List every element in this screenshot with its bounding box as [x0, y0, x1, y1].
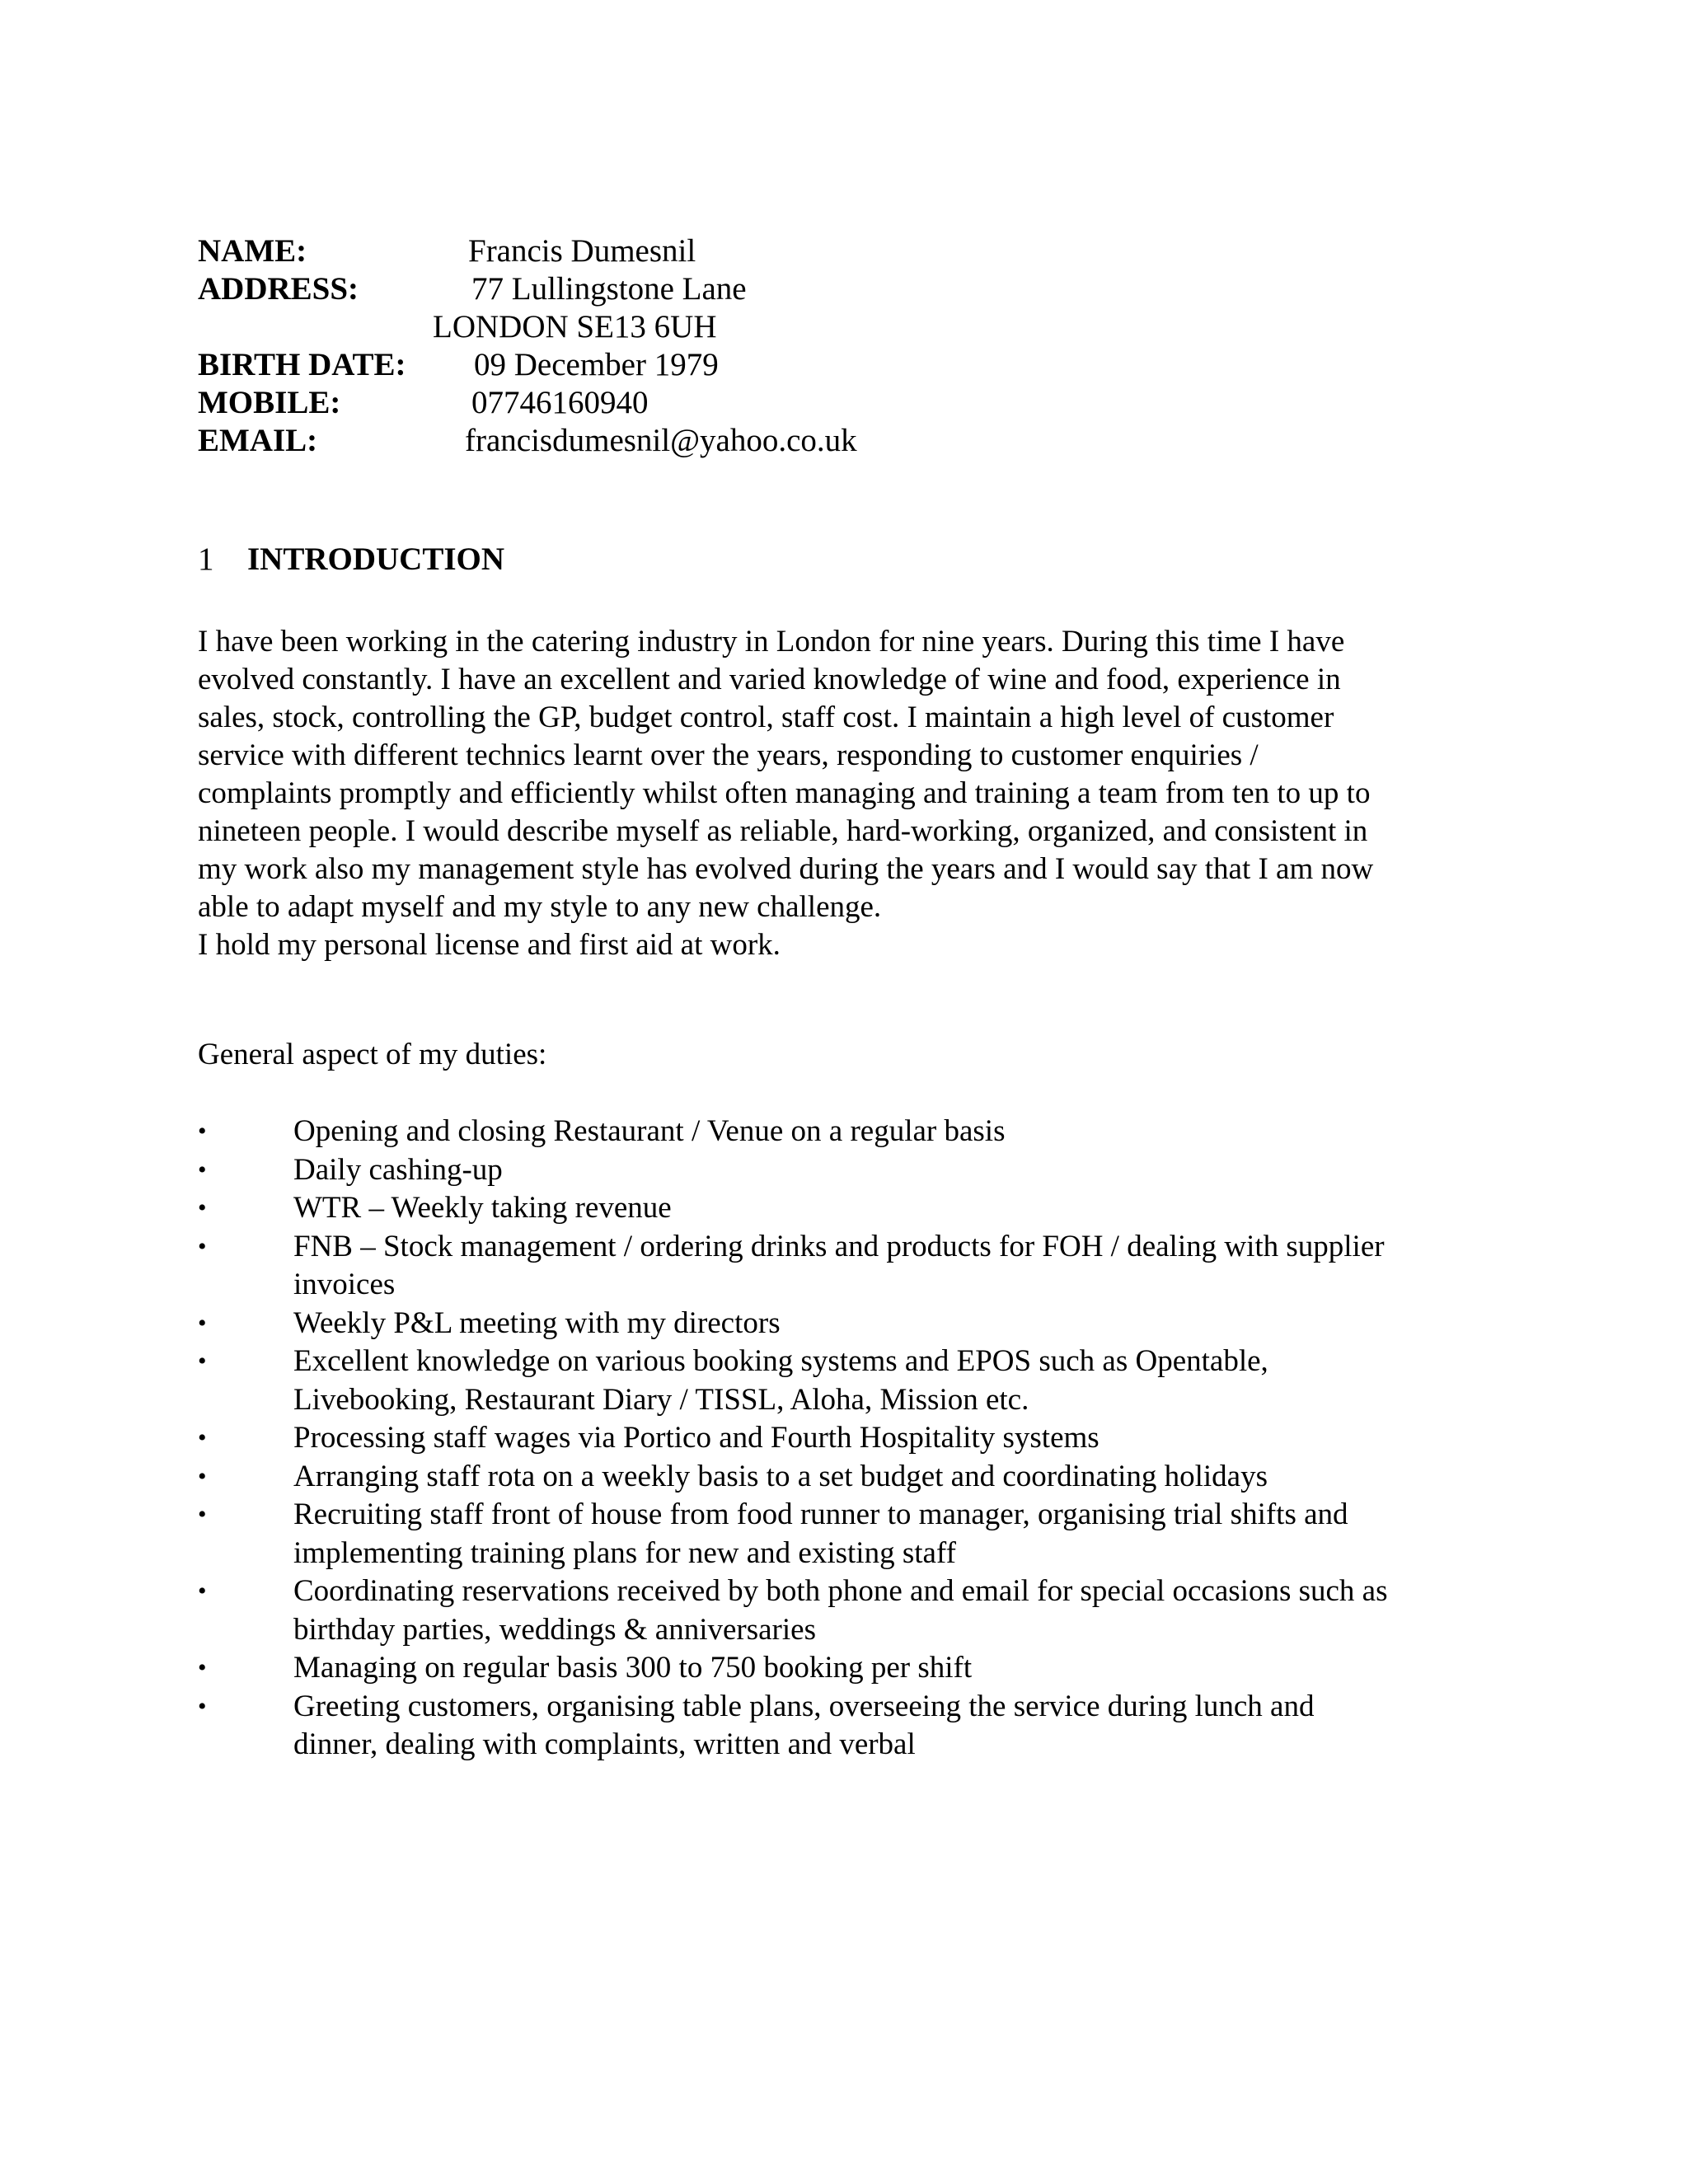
duty-item	[198, 1343, 1517, 1419]
email-value: francisdumesnil@yahoo.co.uk	[465, 423, 857, 458]
duty-text: invoices	[293, 1268, 396, 1301]
birth-date-value: 09 December 1979	[474, 347, 719, 382]
duty-text: Coordinating reservations received by both phone and email for special occasions such as	[293, 1574, 1388, 1608]
intro-line: sales, stock, controlling the GP, budget control, staff cost. I maintain a high level of customer	[198, 701, 1334, 734]
duties-heading: General aspect of my duties:	[198, 1038, 547, 1071]
section-heading	[198, 541, 504, 579]
intro-line: my work also my management style has evolved during the years and I would say that I am now	[198, 852, 1374, 886]
duty-text: FNB – Stock management / ordering drinks and products for FOH / dealing with supplier	[293, 1229, 1385, 1263]
duty-item	[198, 1688, 1517, 1765]
address-row-2	[198, 308, 1517, 346]
intro-line: I have been working in the catering industry in London for nine years. During this time I have	[198, 625, 1345, 658]
duty-item	[198, 1189, 1517, 1228]
bullet-icon: •	[198, 1194, 207, 1221]
duty-text: Managing on regular basis 300 to 750 booking per shift	[293, 1651, 973, 1685]
bullet-icon: •	[198, 1232, 207, 1260]
address-label: ADDRESS:	[198, 271, 359, 307]
address-row	[198, 270, 1517, 308]
duty-text: Livebooking, Restaurant Diary / TISSL, Aloha, Mission etc.	[293, 1382, 1029, 1417]
bullet-icon: •	[198, 1347, 207, 1375]
duty-text: Opening and closing Restaurant / Venue on a regular basis	[293, 1114, 1006, 1148]
name-value: Francis Dumesnil	[468, 233, 696, 269]
bullet-icon: •	[198, 1462, 207, 1490]
section-title: INTRODUCTION	[247, 541, 505, 577]
duty-text: Recruiting staff front of house from food runner to manager, organising trial shifts and	[293, 1497, 1348, 1531]
name-row	[198, 232, 1517, 270]
duty-text: birthday parties, weddings & anniversaries	[293, 1612, 816, 1647]
duty-text: Weekly P&L meeting with my directors	[293, 1305, 781, 1340]
duty-text: WTR – Weekly taking revenue	[293, 1191, 672, 1225]
introduction-paragraph	[198, 623, 1517, 964]
duty-text: Processing staff wages via Portico and Fourth Hospitality systems	[293, 1421, 1100, 1455]
duty-text: Excellent knowledge on various booking systems and EPOS such as Opentable,	[293, 1344, 1268, 1378]
duty-item	[198, 1572, 1517, 1649]
duty-item	[198, 1151, 1517, 1190]
bullet-icon: •	[198, 1692, 207, 1720]
duties-list	[198, 1113, 1517, 1765]
intro-line: able to adapt myself and my style to any new challenge.	[198, 890, 882, 924]
duty-text: Arranging staff rota on a weekly basis to a set budget and coordinating holidays	[293, 1459, 1268, 1493]
bullet-icon: •	[198, 1654, 207, 1681]
duty-text: dinner, dealing with complaints, written and verbal	[293, 1727, 916, 1761]
mobile-row	[198, 384, 1517, 422]
name-label: NAME:	[198, 233, 307, 269]
address-line-1: 77 Lullingstone Lane	[471, 271, 747, 307]
duty-item	[198, 1496, 1517, 1572]
birth-date-row	[198, 346, 1517, 384]
intro-line: complaints promptly and efficiently whilst often managing and training a team from ten to up to	[198, 776, 1371, 810]
email-label: EMAIL:	[198, 423, 318, 458]
bullet-icon: •	[198, 1155, 207, 1183]
email-row	[198, 422, 1517, 460]
duty-text: Daily cashing-up	[293, 1152, 503, 1187]
address-line-2: LONDON SE13 6UH	[433, 309, 717, 344]
intro-line: service with different technics learnt over the years, responding to customer enquiries /	[198, 738, 1259, 772]
intro-line: I hold my personal license and first aid at work.	[198, 928, 781, 962]
mobile-value: 07746160940	[471, 385, 649, 420]
duty-item	[198, 1113, 1517, 1151]
bullet-icon: •	[198, 1577, 207, 1605]
duty-text: implementing training plans for new and existing staff	[293, 1535, 956, 1570]
contact-details	[198, 232, 1517, 460]
mobile-label: MOBILE:	[198, 385, 341, 420]
duty-item	[198, 1419, 1517, 1458]
bullet-icon: •	[198, 1309, 207, 1337]
duty-text: Greeting customers, organising table plans, overseeing the service during lunch and	[293, 1689, 1315, 1723]
duty-item	[198, 1458, 1517, 1497]
section-number: 1	[198, 541, 214, 577]
intro-line: nineteen people. I would describe myself as reliable, hard-working, organized, and consistent in	[198, 814, 1368, 848]
bullet-icon: •	[198, 1501, 207, 1528]
intro-line: evolved constantly. I have an excellent and varied knowledge of wine and food, experience in	[198, 663, 1341, 696]
bullet-icon: •	[198, 1118, 207, 1145]
duty-item	[198, 1649, 1517, 1688]
duty-item	[198, 1228, 1517, 1305]
bullet-icon: •	[198, 1424, 207, 1451]
birth-date-label: BIRTH DATE:	[198, 347, 406, 382]
duty-item	[198, 1305, 1517, 1343]
